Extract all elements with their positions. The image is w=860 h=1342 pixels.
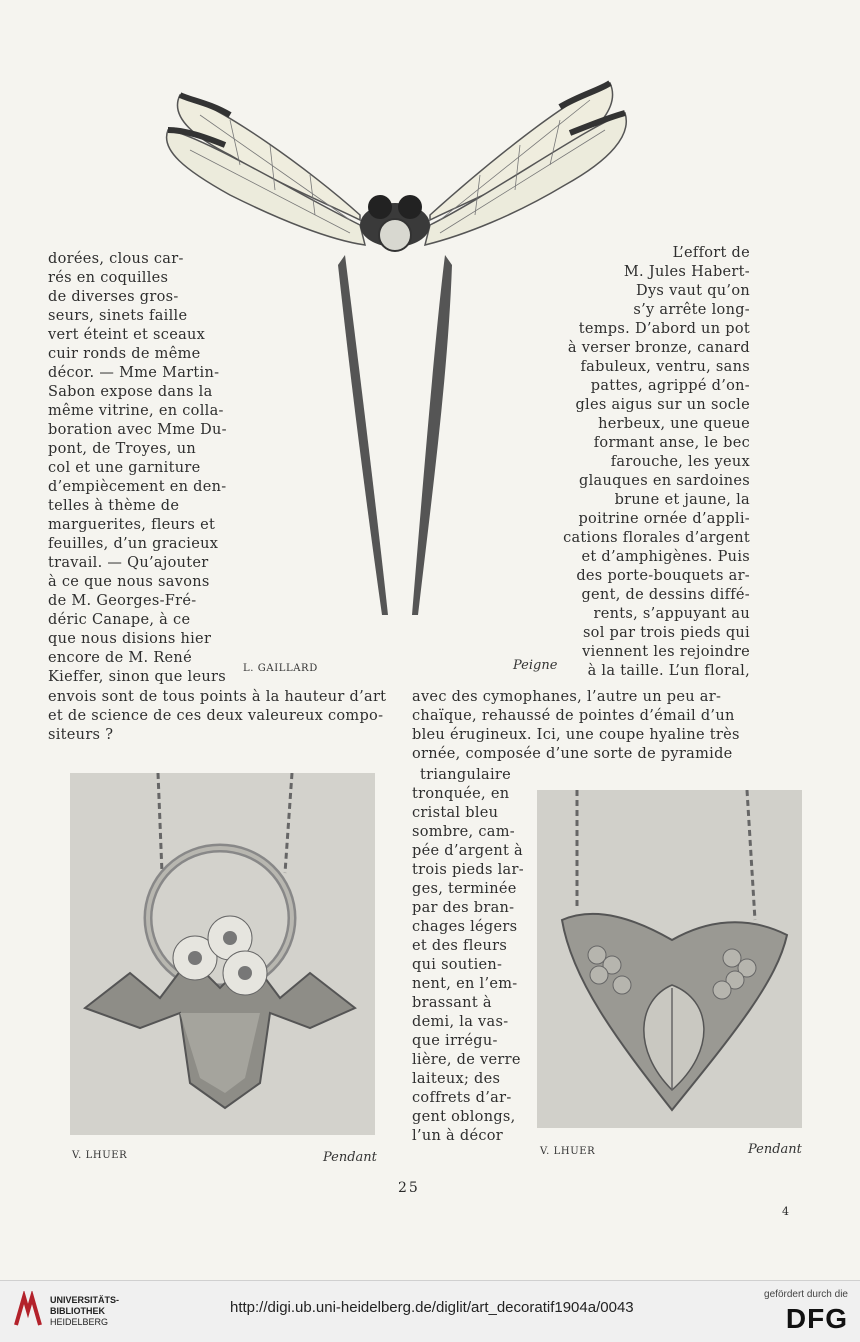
text-line: cristal bleu	[412, 805, 499, 821]
text-line: temps. D’abord un pot	[578, 321, 750, 337]
source-url-link[interactable]: http://digi.ub.uni-heidelberg.de/diglit/art_decoratif1904a/0043	[230, 1299, 634, 1316]
text-line: triangulaire	[420, 767, 512, 783]
comb-artist-caption: L. GAILLARD	[243, 663, 318, 674]
text-line: tronquée, en	[412, 786, 510, 802]
text-line: coffrets d’ar-	[412, 1090, 512, 1106]
text-line: dorées, clous car-	[48, 251, 184, 267]
institution-line: BIBLIOTHEK	[50, 1306, 105, 1316]
text-line: qui soutien-	[412, 957, 503, 973]
text-line: sombre, cam-	[412, 824, 515, 840]
text-line: chages légers	[412, 919, 518, 935]
text-line: fabuleux, ventru, sans	[580, 359, 750, 375]
text-line: gent, de dessins diffé-	[581, 587, 750, 603]
text-line: formant anse, le bec	[593, 435, 750, 451]
text-line: à la taille. L’un floral,	[587, 663, 750, 679]
text-line: cations florales d’argent	[563, 530, 750, 546]
text-line: même vitrine, en colla-	[48, 403, 224, 419]
text-line: herbeux, une queue	[598, 416, 750, 432]
funding-label: gefördert durch die	[764, 1289, 848, 1300]
text-line: à verser bronze, canard	[567, 340, 750, 356]
text-line: pattes, agrippé d’on-	[590, 378, 750, 394]
page-number: 25	[398, 1180, 420, 1196]
pendant-daisy-illustration	[70, 773, 375, 1135]
text-line: rés en coquilles	[48, 270, 169, 286]
text-line: s’y arrête long-	[633, 302, 750, 318]
text-line: et d’amphigènes. Puis	[581, 549, 750, 565]
text-line: ornée, composée d’une sorte de pyramide	[412, 746, 733, 762]
text-line: brassant à	[412, 995, 492, 1011]
dfg-logo: DFG	[785, 1303, 848, 1334]
text-line: Kieffer, sinon que leurs	[48, 669, 226, 685]
text-line: envois sont de tous points à la hauteur d’art	[48, 689, 387, 705]
university-logo-icon	[10, 1291, 46, 1331]
text-line: demi, la vas-	[412, 1014, 509, 1030]
pendant-leaf-illustration	[537, 790, 802, 1128]
text-line: feuilles, d’un gracieux	[48, 536, 219, 552]
text-line: boration avec Mme Du-	[48, 422, 227, 438]
text-line: lière, de verre	[412, 1052, 521, 1068]
text-line: siteurs ?	[48, 727, 114, 743]
text-line: pont, de Troyes, un	[48, 441, 197, 457]
text-line: décor. — Mme Martin-	[48, 365, 220, 381]
text-line: viennent les rejoindre	[582, 644, 750, 660]
text-line: ges, terminée	[412, 881, 517, 897]
text-line: seurs, sinets faille	[48, 308, 188, 324]
text-line: par des bran-	[412, 900, 515, 916]
text-line: et de science de ces deux valeureux compo-	[48, 708, 384, 724]
text-line: L’effort de	[672, 245, 750, 261]
text-line: sol par trois pieds qui	[582, 625, 750, 641]
text-line: que irrégu-	[412, 1033, 498, 1049]
text-line: cuir ronds de même	[48, 346, 201, 362]
text-line: gent oblongs,	[412, 1109, 516, 1125]
footer-bar	[0, 1280, 860, 1342]
pendant1-title-caption: Pendant	[323, 1150, 377, 1165]
text-line: M. Jules Habert-	[623, 264, 750, 280]
text-line: rents, s’appuyant au	[593, 606, 750, 622]
text-line: de diverses gros-	[48, 289, 179, 305]
pendant-daisy-photo	[70, 773, 375, 1135]
text-line: que nous disions hier	[48, 631, 212, 647]
institution-line: UNIVERSITÄTS-	[50, 1295, 120, 1305]
text-line: trois pieds lar-	[412, 862, 524, 878]
text-line: l’un à décor	[412, 1128, 504, 1144]
text-line: gles aigus sur un socle	[575, 397, 750, 413]
text-line: vert éteint et sceaux	[48, 327, 206, 343]
text-line: encore de M. René	[48, 650, 192, 666]
text-line: Dys vaut qu’on	[636, 283, 750, 299]
text-line: chaïque, rehaussé de pointes d’émail d’un	[412, 708, 735, 724]
text-line: laiteux; des	[412, 1071, 501, 1087]
pendant2-artist-caption: V. LHUER	[540, 1146, 596, 1157]
text-line: travail. — Qu’ajouter	[48, 555, 209, 571]
text-line: marguerites, fleurs et	[48, 517, 216, 533]
corner-mark: 4	[782, 1205, 789, 1218]
text-line: pée d’argent à	[412, 843, 524, 859]
text-line: farouche, les yeux	[610, 454, 750, 470]
text-line: et des fleurs	[412, 938, 508, 954]
text-line: d’empiècement en den-	[48, 479, 227, 495]
pendant2-title-caption: Pendant	[748, 1142, 802, 1157]
text-line: à ce que nous savons	[48, 574, 210, 590]
comb-title-caption: Peigne	[513, 658, 558, 673]
text-line: telles à thème de	[48, 498, 180, 514]
text-line: brune et jaune, la	[614, 492, 750, 508]
text-line: nent, en l’em-	[412, 976, 518, 992]
text-line: bleu érugineux. Ici, une coupe hyaline très	[412, 727, 740, 743]
text-line: poitrine ornée d’appli-	[578, 511, 750, 527]
pendant1-artist-caption: V. LHUER	[72, 1150, 128, 1161]
text-line: des porte-bouquets ar-	[576, 568, 750, 584]
text-line: glauques en sardoines	[578, 473, 750, 489]
text-line: déric Canape, à ce	[48, 612, 191, 628]
pendant-leaf-photo	[537, 790, 802, 1128]
institution-line: HEIDELBERG	[50, 1317, 109, 1327]
text-line: de M. Georges-Fré-	[48, 593, 197, 609]
text-line: Sabon expose dans la	[48, 384, 213, 400]
text-line: col et une garniture	[48, 460, 201, 476]
text-line: avec des cymophanes, l’autre un peu ar-	[412, 689, 722, 705]
institution-name	[50, 1295, 119, 1328]
